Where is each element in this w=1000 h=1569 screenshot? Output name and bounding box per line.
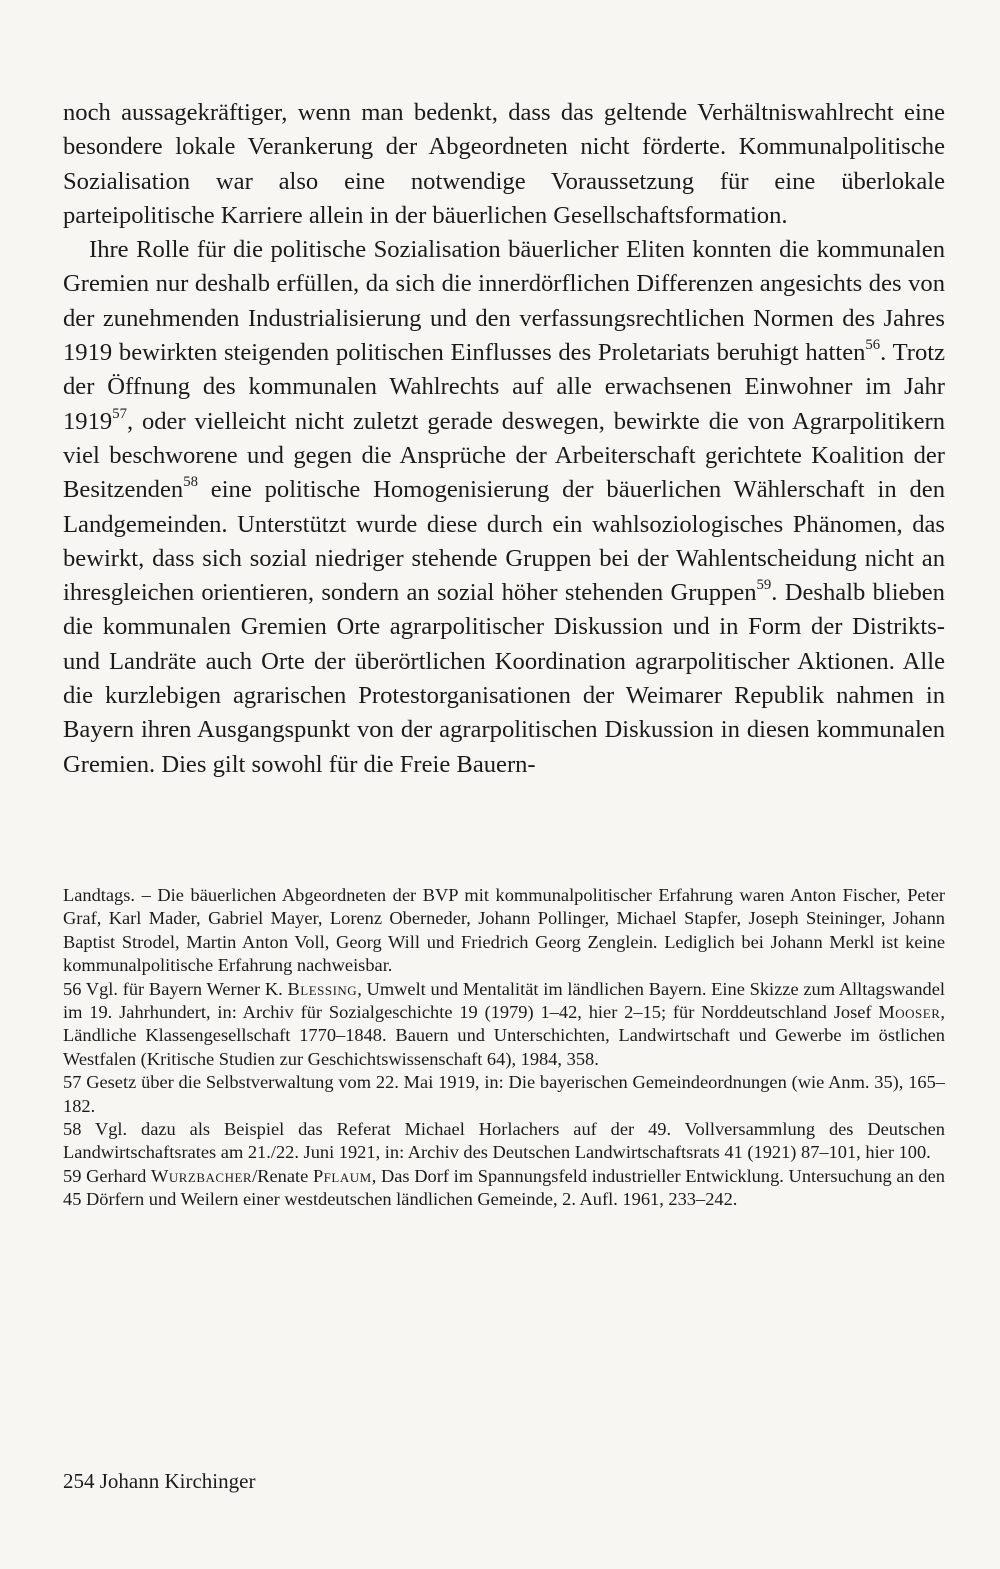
text-run: , oder vielleicht nicht zuletzt gerade deswegen, bewirkte die von Agrarpolitikern viel beschworene und gegen die Ansprüche der Arbeiterschaft gerichtete Koalition der Besitzenden xyxy=(63,407,945,504)
footnote-continuation: Landtags. – Die bäuerlichen Abgeordneten der BVP mit kommunalpolitischer Erfahrung waren Anton Fischer, Peter Graf, Karl Mader, Gabriel Mayer, Lorenz Oberneder, Johann Pollinger, Michael Stapfer, Joseph Steininger, Johann Baptist Strodel, Martin Anton Voll, Georg Will und Friedrich Georg Zenglein. Lediglich bei Johann Merkl ist keine kommunalpolitische Erfahrung nachweisbar. xyxy=(63,885,945,976)
running-author: Johann Kirchinger xyxy=(99,1469,256,1493)
footnote-59 xyxy=(63,1165,945,1212)
footnote-56 xyxy=(63,978,945,1072)
body-text xyxy=(63,96,945,782)
footnotes xyxy=(63,884,945,1212)
text-run: 59 Gerhard xyxy=(63,1165,151,1186)
text-run: . Trotz der Öffnung des kommunalen Wahlrechts auf alle erwachsenen Einwohner im Jahr 1919 xyxy=(63,339,946,435)
author-name: Mooser xyxy=(878,1002,941,1023)
text-run: 56 Vgl. für Bayern Werner K. xyxy=(63,978,288,999)
text-run: , Ländliche Klassengesellschaft 1770–1848. Bauern und Unterschichten, Landwirtschaft und Gewerbe im östlichen Westfalen (Kritische Studien zur Geschichtswissenschaft 64), 1984, 358. xyxy=(63,1002,945,1069)
text-run: Ihre Rolle für die politische Sozialisation bäuerlicher Eliten konnten die kommunalen Gremien nur deshalb erfüllen, da sich die innerdörflichen Differenzen angesichts des von der zunehmenden Industrialisierung und den verfassungsrechtlichen Normen des Jahres 1919 bewirkten steigenden politischen Einflusses des Proletariats beruhigt hatten xyxy=(63,236,945,367)
text-run: /Renate xyxy=(252,1165,313,1186)
footnote-ref-56[interactable]: 56 xyxy=(865,337,881,354)
author-name: Pflaum xyxy=(312,1165,372,1186)
page-number: 254 xyxy=(63,1469,95,1493)
text-run: , Umwelt und Mentalität im ländlichen Bayern. Eine Skizze zum Alltagswandel im 19. Jahrhundert, in: Archiv für Sozialgeschichte 19 (1979) 1–42, hier 2–15; für Norddeutschland Josef xyxy=(63,978,946,1023)
footnote-57: 57 Gesetz über die Selbstverwaltung vom 22. Mai 1919, in: Die bayerischen Gemeindeordnungen (wie Anm. 35), 165–182. xyxy=(63,1072,945,1116)
text-run: eine politische Homogenisierung der bäuerlichen Wählerschaft in den Landgemeinden. Unterstützt wurde diese durch ein wahlsoziologisches Phänomen, das bewirkt, dass sich sozial niedriger stehende Gruppen bei der Wahlentscheidung nicht an ihresgleichen orientieren, sondern an sozial höher stehenden Gruppen xyxy=(63,476,945,607)
footnote-ref-58[interactable]: 58 xyxy=(183,474,198,491)
author-name: Wurzbacher xyxy=(151,1165,253,1186)
page-footer xyxy=(63,1468,255,1494)
footnote-ref-57[interactable]: 57 xyxy=(112,405,127,422)
footnote-58: 58 Vgl. dazu als Beispiel das Referat Michael Horlachers auf der 49. Vollversammlung des Deutschen Landwirtschaftsrates am 21./22. Juni 1921, in: Archiv des Deutschen Landwirtschaftsrats 41 (1921) 87–101, hier 100. xyxy=(63,1119,945,1163)
text-run: . Deshalb blieben die kommunalen Gremien Orte agrarpolitischer Diskussion und in Form der Distrikts- und Landräte auch Orte der überörtlichen Koordination agrarpolitischer Aktionen. Alle die kurzlebigen agrarischen Protestorganisationen der Weimarer Republik nahmen in Bayern ihren Ausgangspunkt von der agrarpolitischen Diskussion in diesen kommunalen Gremien. Dies gilt sowohl für die Freie Bauern- xyxy=(63,579,945,778)
paragraph-2 xyxy=(63,233,945,782)
footnote-ref-59[interactable]: 59 xyxy=(756,577,772,594)
author-name: Blessing xyxy=(287,978,358,999)
paragraph-1: noch aussagekräftiger, wenn man bedenkt, dass das geltende Verhältniswahlrecht eine besondere lokale Verankerung der Abgeordneten nicht förderte. Kommunalpolitische Sozialisation war also eine notwendige Voraussetzung für eine überlokale parteipolitische Karriere allein in der bäuerlichen Gesellschaftsformation. xyxy=(63,99,945,229)
text-run: , Das Dorf im Spannungsfeld industrieller Entwicklung. Untersuchung an den 45 Dörfern und Weilern einer westdeutschen ländlichen Gemeinde, 2. Aufl. 1961, 233–242. xyxy=(63,1165,945,1210)
